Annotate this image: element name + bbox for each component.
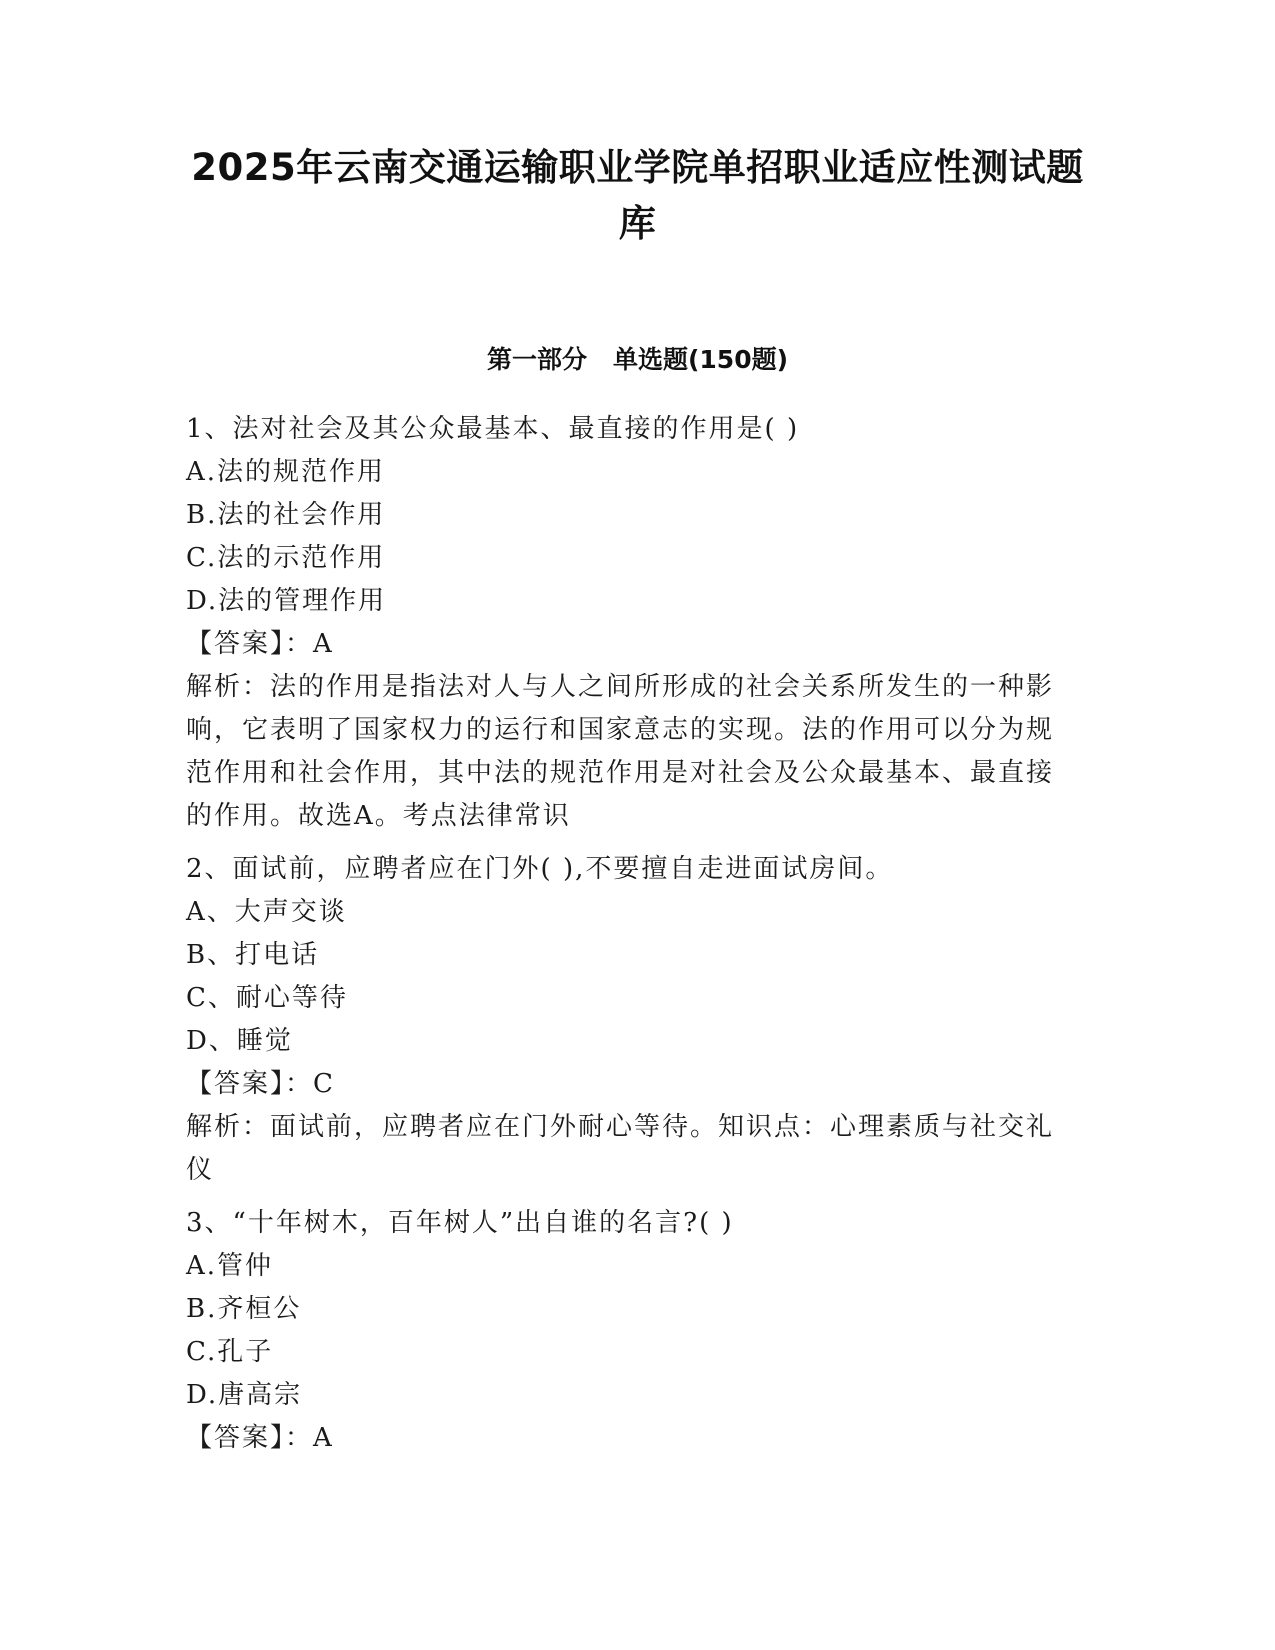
question-3 (186, 1202, 1066, 1460)
option-b: B.法的社会作用 (186, 500, 386, 530)
question-2 (186, 848, 1066, 1192)
option-a: A、大声交谈 (186, 897, 347, 927)
answer-text: 【答案】：A (186, 629, 334, 659)
analysis-text: 解析：法的作用是指法对人与人之间所形成的社会关系所发生的一种影响，它表明了国家权力的运行和国家意志的实现。法的作用可以分为规范作用和社会作用，其中法的规范作用是对社会及公众最基本、最直接的作用。故选A。考点法律常识 (186, 672, 1055, 831)
question-stem: 3、“十年树木，百年树人”出自谁的名言?( ) (186, 1208, 734, 1238)
question-stem: 2、面试前，应聘者应在门外( ),不要擅自走进面试房间。 (186, 854, 894, 884)
option-c: C.孔子 (186, 1337, 274, 1367)
document-title: 2025年云南交通运输职业学院单招职业适应性测试题库 (191, 146, 1084, 245)
option-d: D.唐高宗 (186, 1380, 303, 1410)
section-title: 第一部分 (486, 345, 587, 374)
option-b: B.齐桓公 (186, 1294, 302, 1324)
option-d: D.法的管理作用 (186, 586, 387, 616)
answer-text: 【答案】：C (186, 1069, 335, 1099)
option-a: A.法的规范作用 (186, 457, 386, 487)
question-list (186, 408, 1066, 1460)
analysis-text: 解析：面试前，应聘者应在门外耐心等待。知识点：心理素质与社交礼仪 (186, 1112, 1055, 1185)
option-d: D、睡觉 (186, 1026, 293, 1056)
section-subtitle: 单选题(150题) (612, 345, 789, 374)
option-c: C、耐心等待 (186, 983, 348, 1013)
section-heading (180, 343, 1095, 377)
option-c: C.法的示范作用 (186, 543, 386, 573)
option-a: A.管仲 (186, 1251, 274, 1281)
question-1 (186, 408, 1066, 838)
answer-text: 【答案】：A (186, 1423, 334, 1453)
question-stem: 1、法对社会及其公众最基本、最直接的作用是( ) (186, 414, 800, 444)
option-b: B、打电话 (186, 940, 320, 970)
